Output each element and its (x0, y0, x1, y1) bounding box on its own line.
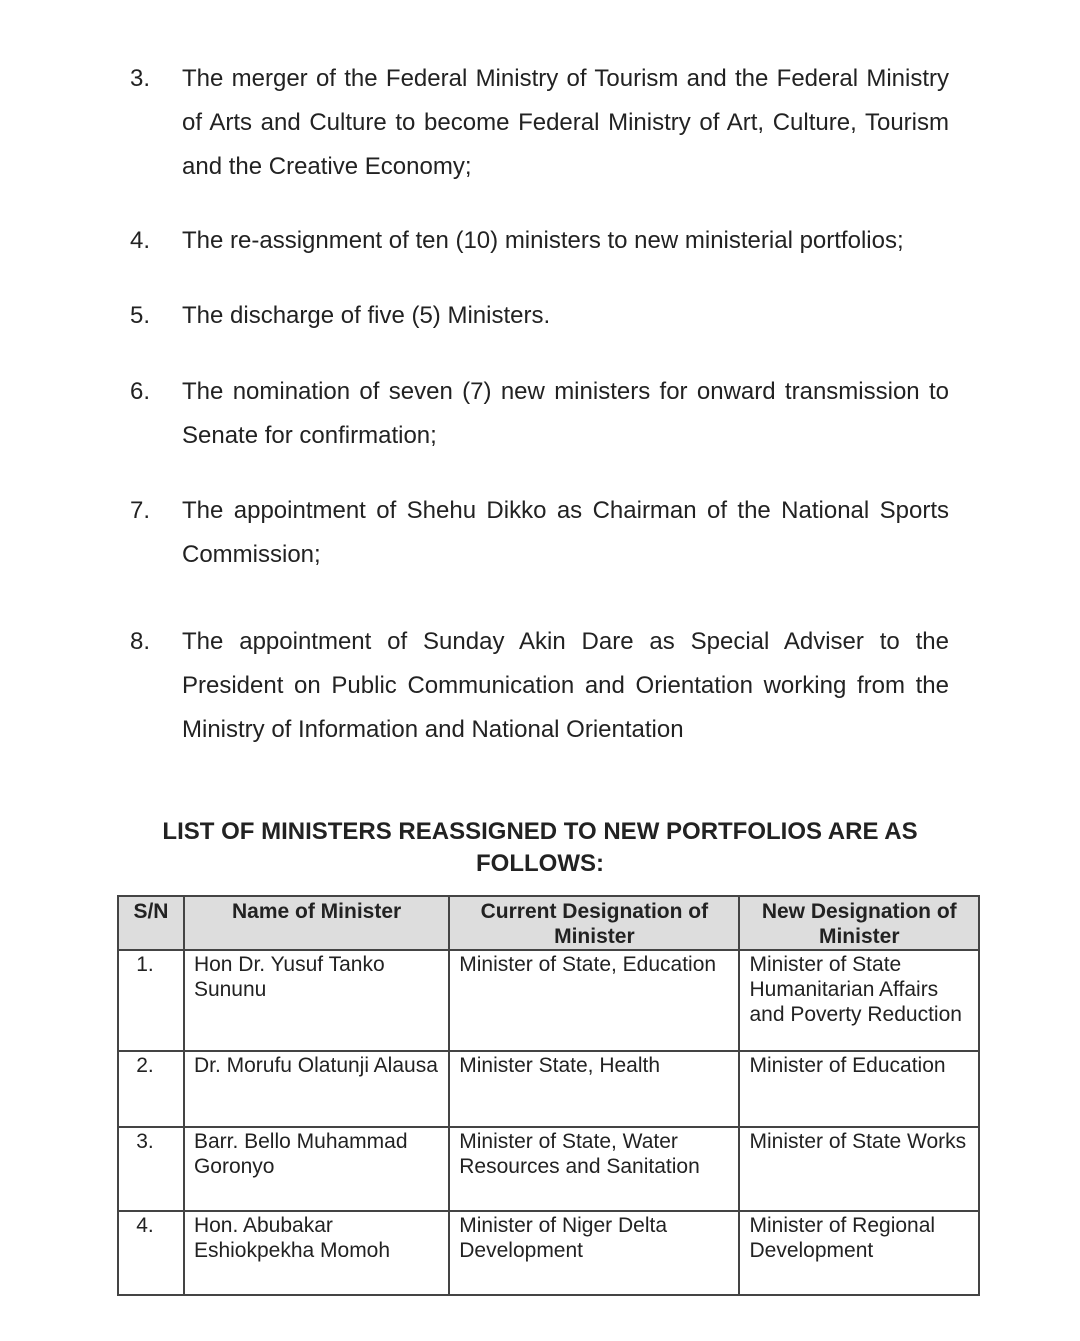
item-number: 7. (130, 497, 151, 524)
item-text: The appointment of Shehu Dikko as Chairman of the National Sports Commission; (182, 497, 949, 568)
ministers-table (117, 895, 980, 1296)
item-number: 6. (130, 378, 151, 405)
cell-new-designation: Minister of State Works (739, 1127, 979, 1211)
cell-current-designation: Minister of State, Water Resources and Sanitation (449, 1127, 739, 1211)
header-current-designation: Current Designation of Minister (449, 896, 739, 950)
cell-name: Hon Dr. Yusuf Tanko Sununu (184, 950, 449, 1051)
cell-current-designation: Minister of Niger Delta Development (449, 1211, 739, 1295)
header-new-designation: New Designation of Minister (739, 896, 979, 950)
cell-sn: 4. (118, 1211, 184, 1295)
cell-new-designation: Minister of Regional Development (739, 1211, 979, 1295)
cell-sn: 2. (118, 1051, 184, 1127)
item-number: 8. (130, 628, 151, 655)
cell-sn: 1. (118, 950, 184, 1051)
cell-name: Barr. Bello Muhammad Goronyo (184, 1127, 449, 1211)
header-sn: S/N (118, 896, 184, 950)
item-number: 4. (130, 227, 151, 254)
cell-new-designation: Minister of State Humanitarian Affairs and Poverty Reduction (739, 950, 979, 1051)
header-name: Name of Minister (184, 896, 449, 950)
table-row (118, 1051, 979, 1127)
item-text: The nomination of seven (7) new ministers for onward transmission to Senate for confirmation; (182, 378, 949, 449)
table-row (118, 950, 979, 1051)
item-text: The appointment of Sunday Akin Dare as Special Adviser to the President on Public Communication and Orientation working from the Ministry of Information and National Orientation (182, 628, 949, 743)
table-row (118, 1127, 979, 1211)
table-row (118, 1211, 979, 1295)
cell-current-designation: Minister State, Health (449, 1051, 739, 1127)
cell-name: Hon. Abubakar Eshiokpekha Momoh (184, 1211, 449, 1295)
item-text: The discharge of five (5) Ministers. (182, 302, 551, 329)
cell-sn: 3. (118, 1127, 184, 1211)
table-header-row (118, 896, 979, 950)
item-number: 5. (130, 302, 151, 329)
item-text: The re-assignment of ten (10) ministers to new ministerial portfolios; (182, 227, 904, 254)
cell-name: Dr. Morufu Olatunji Alausa (184, 1051, 449, 1127)
item-number: 3. (130, 65, 151, 92)
list-heading: LIST OF MINISTERS REASSIGNED TO NEW PORTFOLIOS ARE AS FOLLOWS: (162, 818, 918, 877)
cell-current-designation: Minister of State, Education (449, 950, 739, 1051)
cell-new-designation: Minister of Education (739, 1051, 979, 1127)
item-text: The merger of the Federal Ministry of Tourism and the Federal Ministry of Arts and Culture to become Federal Ministry of Art, Culture, Tourism and the Creative Economy; (182, 65, 949, 180)
